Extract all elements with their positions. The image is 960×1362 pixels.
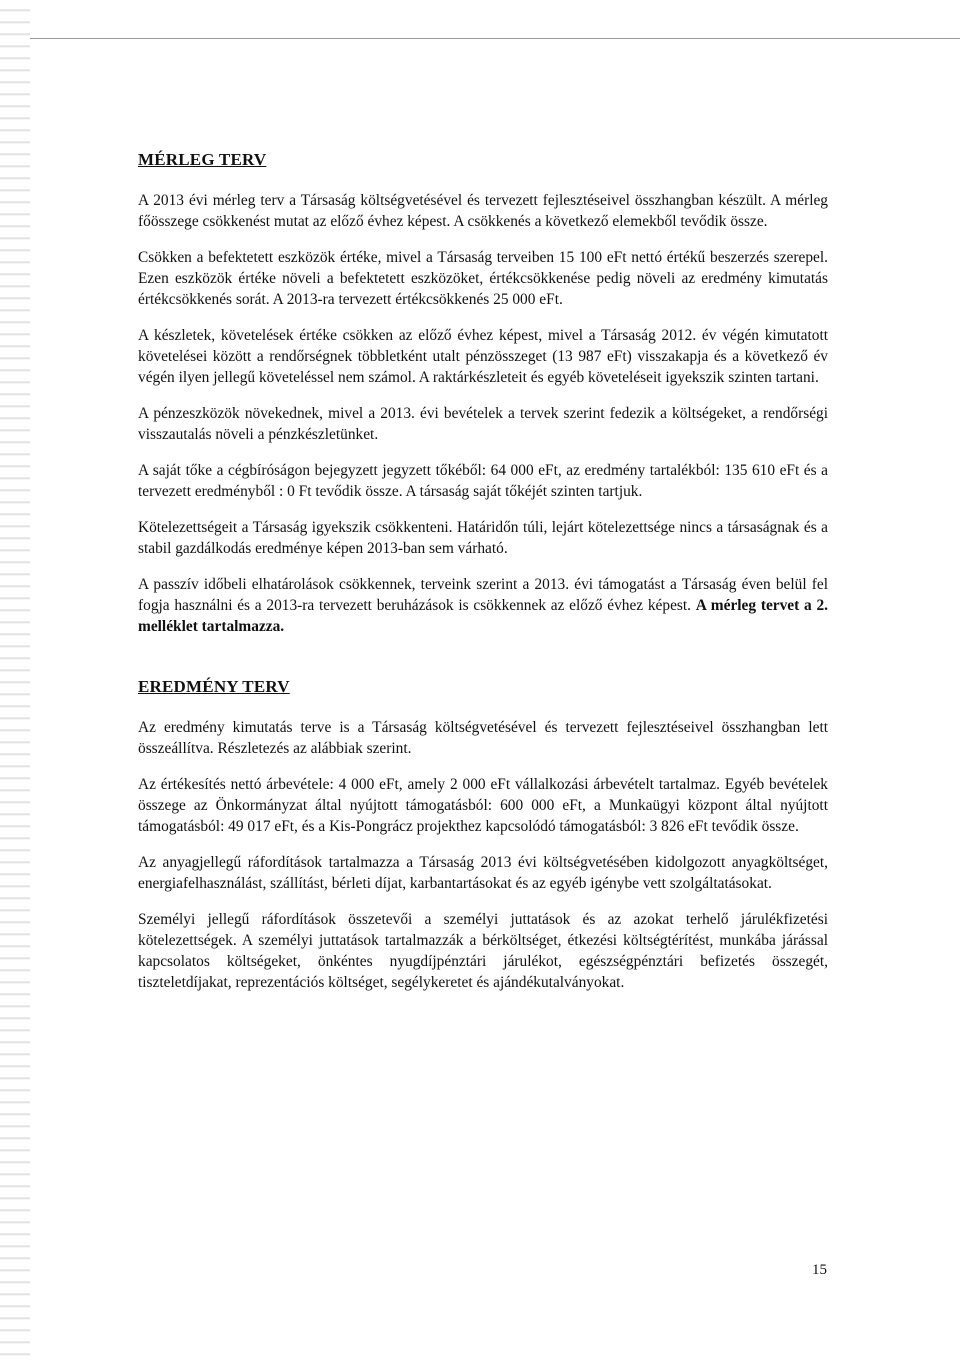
- top-rule: [30, 38, 960, 39]
- merleg-paragraph-7-text: A passzív időbeli elhatárolások csökkennek, terveink szerint a 2013. évi támogatást a Társaság éven belül fel fogja használni és a 2013-ra tervezett beruházások is csökkennek az előző évhez képest.: [138, 576, 828, 614]
- eredmeny-paragraph-1: Az eredmény kimutatás terve is a Társaság költségvetésével és tervezett fejlesztéseivel összhangban lett összeállítva. Részletezés az alábbiak szerint.: [138, 719, 828, 757]
- eredmeny-paragraph-3: Az anyagjellegű ráfordítások tartalmazza a Társaság 2013 évi költségvetésében kidolgozott anyagköltséget, energiafelhasználást, szállítást, bérleti díjat, karbantartásokat és az egyéb igénybe vett szolgáltatásokat.: [138, 854, 828, 892]
- merleg-paragraph-1: A 2013 évi mérleg terv a Társaság költségvetésével és tervezett fejlesztéseivel összhangban készült. A mérleg főösszege csökkenést mutat az előző évhez képest. A csökkenés a következő elemekből tevődik össze.: [138, 192, 828, 230]
- merleg-paragraph-5: A saját tőke a cégbíróságon bejegyzett jegyzett tőkéből: 64 000 eFt, az eredmény tartalékból: 135 610 eFt és a tervezett eredményből : 0 Ft tevődik össze. A társaság saját tőkéjét szinten tartjuk.: [138, 462, 828, 500]
- merleg-paragraph-3: A készletek, követelések értéke csökken az előző évhez képest, mivel a Társaság 2012. év végén kimutatott követelései között a rendőrségnek többletként utalt pénzösszeget (13 987 eFt) visszakapja és a következő év végén ilyen jellegű követeléssel nem számol. A raktárkészleteit és egyéb követeléseit igyekszik szinten tartani.: [138, 327, 828, 386]
- eredmeny-paragraph-2: Az értékesítés nettó árbevétele: 4 000 eFt, amely 2 000 eFt vállalkozási árbevételt tartalmaz. Egyéb bevételek összege az Önkormányzat által nyújtott támogatásból: 600 000 eFt, a Munkaügyi központ által nyújtott támogatásból: 49 017 eFt, és a Kis-Pongrácz projekthez kapcsolódó támogatásból: 3 826 eFt tevődik össze.: [138, 776, 828, 835]
- merleg-paragraph-4: A pénzeszközök növekednek, mivel a 2013. évi bevételek a tervek szerint fedezik a költségeket, a rendőrségi visszautalás növeli a pénzkészletünket.: [138, 405, 828, 443]
- merleg-paragraph-6: Kötelezettségeit a Társaság igyekszik csökkenteni. Határidőn túli, lejárt kötelezettsége nincs a társaságnak és a stabil gazdálkodás eredménye képen 2013-ban sem várható.: [138, 519, 828, 557]
- section-title-merleg-terv: MÉRLEG TERV: [138, 150, 267, 169]
- document-page: [138, 150, 828, 993]
- merleg-paragraph-2: Csökken a befektetett eszközök értéke, mivel a Társaság terveiben 15 100 eFt nettó értékű beszerzés szerepel. Ezen eszközök értéke növeli a befektetett eszközöket, értékcsökkenése pedig növeli az eredmény kimutatás értékcsökkenés sorát. A 2013-ra tervezett értékcsökkenés 25 000 eFt.: [138, 249, 828, 308]
- section-title-eredmeny-terv: EREDMÉNY TERV: [138, 677, 290, 696]
- merleg-paragraph-7: [138, 574, 828, 637]
- eredmeny-paragraph-4: Személyi jellegű ráfordítások összetevői a személyi juttatások és az azokat terhelő járulékfizetési kötelezettségek. A személyi juttatások tartalmazzák a bérköltséget, étkezési költségtérítést, munkába járással kapcsolatos költségeket, önkéntes nyugdíjpénztári járulékot, egészségpénztári befizetés összegét, tiszteletdíjakat, reprezentációs költséget, segélykeretet és ajándékutalványokat.: [138, 911, 828, 991]
- page-number: 15: [812, 1262, 827, 1278]
- merleg-annex-reference: A mérleg tervet a 2. melléklet tartalmazza.: [138, 597, 828, 635]
- scan-edge-artifact: [0, 0, 30, 1362]
